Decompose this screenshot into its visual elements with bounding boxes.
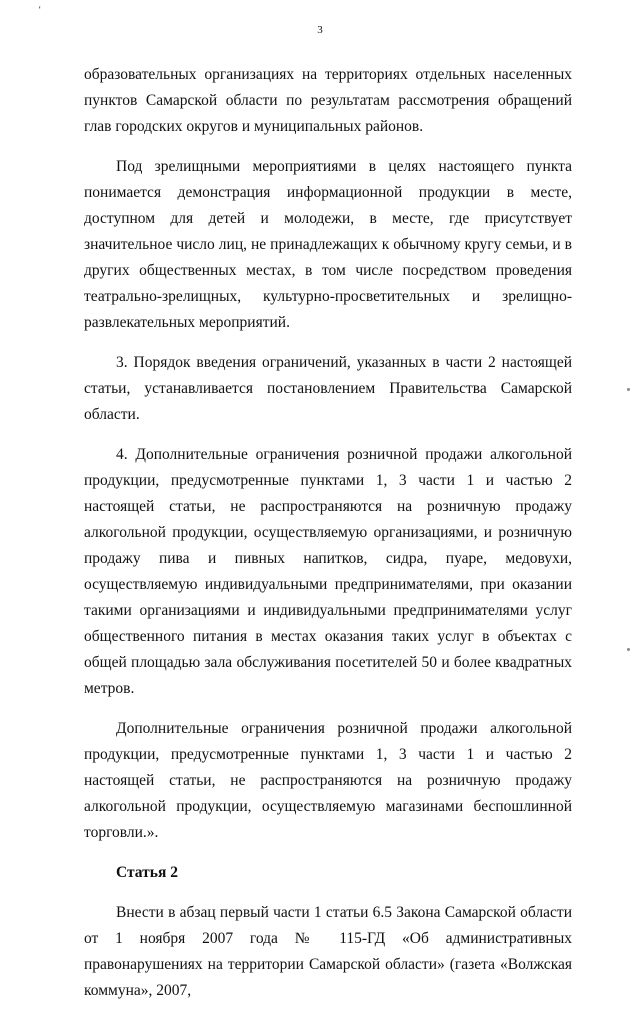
page-number: 3 — [317, 24, 323, 36]
scan-artifact-mark: ‘ — [38, 5, 42, 16]
paragraph-spectacular-events-definition: Под зрелищными мероприятиями в целях настоящего пункта понимается демонстрация информационной продукции в месте, доступном для детей и молодежи, в месте, где присутствует значительное число лиц, не принадлежащих к обычному кругу семьи, и в других общественных местах, в том числе посредством проведения театрально-зрелищных, культурно-просветительных и зрелищно-развлекательных мероприятий. — [84, 158, 572, 331]
margin-speck — [627, 388, 630, 391]
paragraph-duty-free-exception: Дополнительные ограничения розничной продажи алкогольной продукции, предусмотренные пунктами 1, 3 части 1 и частью 2 настоящей статьи, не распространяются на розничную продажу алкогольной продукции, осуществляемую магазинами беспошлинной торговли.». — [84, 720, 572, 841]
paragraph-item-4: 4. Дополнительные ограничения розничной продажи алкогольной продукции, предусмотренные пунктами 1, 3 части 1 и частью 2 настоящей статьи, не распространяются на розничную продажу алкогольной продукции, осуществляемую организациями, и розничную продажу пива и пивных напитков, сидра, пуаре, медовухи, осуществляемую индивидуальными предпринимателями, при оказании такими организациями и индивидуальными предпринимателями услуг общественного питания в местах оказания таких услуг в объектах с общей площадью зала обслуживания посетителей 50 и более квадратных метров. — [84, 446, 572, 697]
article-heading: Статья 2 — [116, 864, 178, 881]
paragraph-item-3: 3. Порядок введения ограничений, указанных в части 2 настоящей статьи, устанавливается постановлением Правительства Самарской области. — [84, 354, 572, 423]
document-body — [84, 62, 572, 1018]
margin-speck — [627, 648, 630, 651]
paragraph-article-2: Внести в абзац первый части 1 статьи 6.5 Закона Самарской области от 1 ноября 2007 года № 115-ГД «Об административных правонарушениях на территории Самарской области» (газета «Волжская коммуна», 2007, — [84, 904, 572, 999]
paragraph-continuation: образовательных организациях на территориях отдельных населенных пунктов Самарской области по результатам рассмотрения обращений глав городских округов и муниципальных районов. — [84, 66, 572, 135]
